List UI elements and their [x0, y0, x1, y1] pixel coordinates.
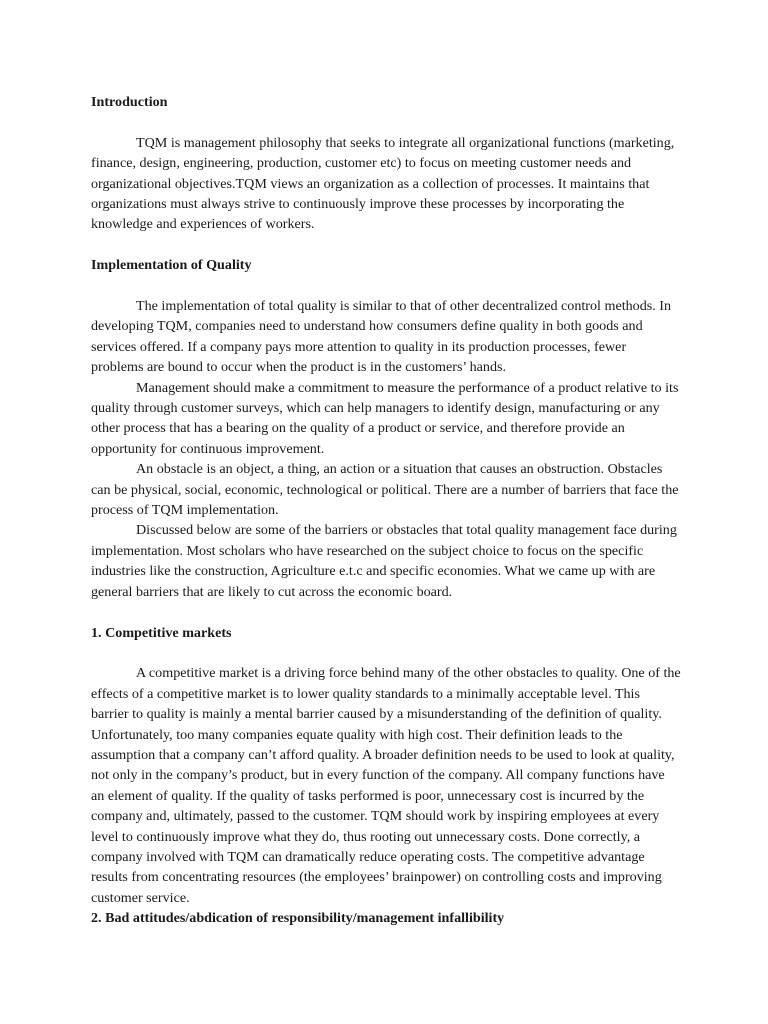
- paragraph-implementation-4: Discussed below are some of the barriers or obstacles that total quality management face during implementation. Most scholars who have researched on the subject choice to focus on the specific industries like the construction, Agriculture e.t.c and specific economies. What we came up with are general barriers that are likely to cut across the economic board.: [91, 522, 677, 600]
- document-page: [91, 92, 681, 929]
- paragraph-implementation-2: Management should make a commitment to measure the performance of a product relative to its quality through customer surveys, which can help managers to identify design, manufacturing or any other process that has a bearing on the quality of a product or service, and therefore provide an opportunity for continuous improvement.: [91, 379, 679, 457]
- paragraph-implementation-3: An obstacle is an object, a thing, an action or a situation that causes an obstruction. Obstacles can be physical, social, economic, technological or political. There are a number of barriers that face the process of TQM implementation.: [91, 461, 679, 519]
- paragraph-competitive-markets: A competitive market is a driving force behind many of the other obstacles to quality. One of the effects of a competitive market is to lower quality standards to a minimally acceptable level. This barrier to quality is mainly a mental barrier caused by a misunderstanding of the definition of quality. Unfortunately, too many companies equate quality with high cost. Their definition leads to the assumption that a company can’t afford quality. A broader definition needs to be used to look at quality, not only in the company’s product, but in every function of the company. All company functions have an element of quality. If the quality of tasks performed is poor, unnecessary cost is incurred by the company and, ultimately, passed to the customer. TQM should work by inspiring employees at every level to continuously improve what they do, thus rooting out unnecessary costs. Done correctly, a company involved with TQM can dramatically reduce operating costs. The competitive advantage results from concentrating resources (the employees’ brainpower) on controlling costs and improving customer service.: [91, 665, 681, 906]
- heading-bad-attitudes: 2. Bad attitudes/abdication of responsibility/management infallibility: [91, 910, 505, 927]
- heading-competitive-markets: 1. Competitive markets: [91, 624, 232, 641]
- heading-implementation: Implementation of Quality: [91, 257, 252, 274]
- heading-introduction: Introduction: [91, 94, 168, 110]
- paragraph-intro: TQM is management philosophy that seeks to integrate all organizational functions (marketing, finance, design, engineering, production, customer etc) to focus on meeting customer needs and organizational objectives.TQM views an organization as a collection of processes. It maintains that organizations must always strive to continuously improve these processes by incorporating the knowledge and experiences of workers.: [91, 134, 675, 233]
- paragraph-implementation-1: The implementation of total quality is similar to that of other decentralized control methods. In developing TQM, companies need to understand how consumers define quality in both goods and services offered. If a company pays more attention to quality in its production processes, fewer problems are bound to occur when the product is in the customers’ hands.: [91, 298, 672, 376]
